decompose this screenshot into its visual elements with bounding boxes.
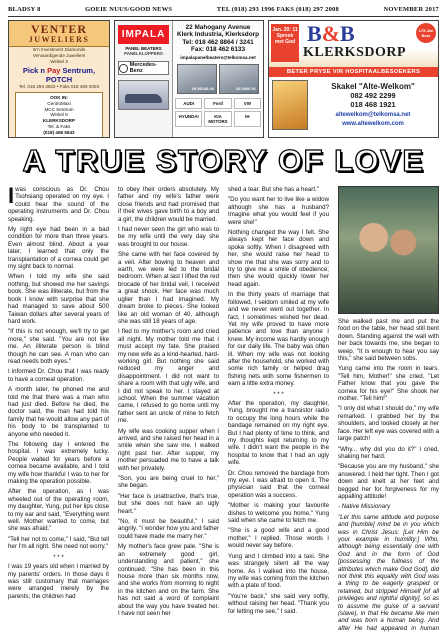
paragraph: Yung and I climbed into a taxi. She was strangely silent all the way home. As I walked into the house, my wife was coming from the kitchen with a plate of food.: [228, 552, 329, 590]
bb-tagline: BETER PRYSE VIR HOSPITAALBESOEKERS: [269, 67, 438, 77]
paragraph: I was 19 years old when I married by my parents' orders. In those days it was still customary that marriages were arranged merely by the parents; the children had: [8, 563, 109, 600]
couple-photo: [338, 186, 439, 314]
car-photo: [177, 64, 217, 94]
mercedes-star-icon: [119, 64, 128, 73]
impala-phone: Tel: 018 462 8864 / 3241: [182, 38, 254, 46]
venter-banner: [9, 21, 109, 47]
paragraph: Iwas conscious as Dr. Chou Tsohsiang operated on my eye. I could hear the sound of the operating instruments and Dr. Chou speaking.: [8, 186, 109, 223]
article-title-text: A TRUE STORY OF LOVE: [22, 143, 425, 178]
impala-photos: [175, 64, 261, 94]
bb-logo: [307, 23, 355, 45]
venter-box-line: Winkel 5: [50, 112, 68, 118]
bb-website[interactable]: www.altewelkom.com: [342, 121, 404, 127]
bb-verse-line: Jan. 20: 11: [272, 27, 298, 33]
paragraph: My wife was cooking supper when I arrived, and she raised her head in a smile when she saw me. I walked right past her. After supper, my mother persuaded me to have a talk with her privately.: [118, 427, 219, 472]
audi-logo: AUDI: [175, 98, 202, 109]
paragraph: In the thirty years of marriage that followed, I seldom smiled at my wife and we never went out together. In fact, I sometimes wished her dead. Yet my wife proved to have more patience and love than anyone I knew. My income was hardly enough for our daily life. The baby was often ill. When my wife was not looking after the household, she worked with some rich family or helped drag fishing nets with some fishermen to earn a little extra money.: [228, 291, 329, 388]
bb-verse-line: Spreek: [276, 33, 294, 39]
article-column-3: [228, 186, 329, 632]
brand-logos: [175, 98, 261, 127]
article-column-4: [338, 186, 439, 632]
article-column-2: [118, 186, 219, 632]
article-column-1: [8, 186, 109, 632]
paragraph: "No, it must be beautiful," I said angrily. "I wonder how you and father could have made me marry her.": [118, 518, 219, 540]
paragraph: I informed Dr. Chou that I was ready to have a corneal operation.: [8, 368, 109, 383]
paragraph: I fled to my mother's room and cried all night. My mother told me that I must accept my fate. She praised my new wife as a kind-hearted, hard-working girl. But nothing she said reduced my anger and disappointment. I did not want to share a room with that ugly wife, and I did not speak to her. I stayed at school. When the summer vacation came, I refused to go home until my father sent an uncle of mine to fetch me.: [118, 328, 219, 425]
bb-town: KLERKSDORP: [303, 45, 407, 60]
bb-klerksdorp-ad[interactable]: [268, 20, 439, 138]
paragraph: When I told my wife she said nothing, but showed me her savings book. She was illiterate, but from the book I know with surprise that she had managed to save about 500 Taiwan dollars after several years of hard work.: [8, 273, 109, 325]
venter-location: [9, 66, 109, 84]
paragraph: She came with her face covered by a veil. After bowing to heaven and earth, we were led to the bridal bedroom. When at last I lifted the red brocade of her bridal veil, I received a great shock. Her face was much uglier than I had imagined. My dream broke to pieces. She looked like an old woman of 40, although she was still 18 years of age.: [118, 251, 219, 325]
bb-verse-line: met God: [274, 39, 296, 45]
mercedes-label: Mercedes-Benz: [129, 62, 157, 74]
bb-phone[interactable]: 018 468 1921: [350, 100, 396, 109]
venter-ad[interactable]: [8, 20, 110, 138]
paragraph: shed a tear. But she has a heart.": [228, 186, 319, 193]
scripture-quote: "Let this same attitude and purpose and [humble] mind be in you which was in Christ Jesus: [Let Him be your example in humility:] Who, although being essentially one with God and in the form of God [possessing the fullness of the attributes which make God God], did not think this equality with God was a thing to be eagerly grasped or retained, but stripped Himself [of all privileges and rightful dignity], so as to assume the guise of a servant (slave), in that He became like men and was born a human being. And after He had appeared in human: [338, 513, 439, 632]
impala-address: 22 Mahogany Avenue: [185, 24, 251, 31]
venter-title: VENTER: [30, 21, 87, 36]
paragraph: to obey their orders absolutely. My father and my wife's father were close friends and had promised that if their wives gave birth to a boy and a girl, the children would be married.: [118, 186, 219, 223]
photo-plate: 28 0846 81: [235, 86, 256, 92]
bb-badge: 175 Jan Boer: [416, 23, 436, 43]
bb-header: [269, 21, 438, 67]
section-separator: * * *: [273, 390, 284, 398]
section-separator: * * *: [53, 553, 64, 561]
paragraph: "Tell her not to come," I said, "But tell her I'm all right. She need not worry.": [8, 535, 109, 551]
impala-left-panel: [115, 21, 173, 137]
publication-name: GOEIE NUUS/GOOD NEWS: [85, 6, 173, 13]
paragraph: "Why... why did you do it?" I cried, shaking her hard.: [338, 445, 439, 460]
venter-line: Vervaardigende Juweliers: [32, 53, 86, 58]
bb-email[interactable]: altewelkom@telkomsa.net: [335, 112, 411, 118]
source-credit: - Native Missionary: [338, 503, 391, 511]
paragraph: The following day I entered the hospital. I was extremely lucky. People waited for years before a cornea became available, and I told my wife how thankful I was to her for making the operation possible.: [8, 441, 109, 486]
paragraph: "Her face is unattractive, that's true, but she does not have an ugly heart.": [118, 492, 219, 515]
venter-box-line: CentroMaxi: [47, 100, 71, 106]
car-photo: [219, 64, 259, 94]
page-number: BLADSY 8: [8, 6, 41, 13]
issue-date: NOVEMBER 2017: [383, 6, 439, 13]
vw-logo: VW: [234, 98, 261, 109]
photo-plate: 29 56148 40: [191, 86, 214, 92]
venter-brand-part: Pick n: [22, 66, 46, 75]
paragraph: My right eye had been in a bad condition for more than three years. Even almost blind. About a year later, I learned that only the transplantation of a cornea could get my sight back to normal.: [8, 226, 109, 271]
venter-box-line: KLERKSDORP: [42, 118, 76, 124]
impala-email[interactable]: impalapanelbeaters@telkomsa.net: [180, 54, 256, 60]
paragraph: She walked past me and put the food on the table, her head still bent down. Standing against the wall with her back towards me, she began to weep. "It is enough to hear you say this," she said between sobs.: [338, 318, 439, 363]
article-body: [8, 186, 439, 632]
venter-box-line: MCC Sentrum: [44, 106, 74, 112]
venter-tel: Tel. 018 294 3932 • Faks 018 469 0003: [18, 84, 100, 89]
paragraph: "I only did what I should do," my wife remarked. I grabbed her by the shoulders, and looked closely at her face. Her left eye was covered with a large patch!: [338, 405, 439, 443]
impala-right-panel: [173, 21, 263, 137]
venter-brand-part: Sentrum, POTCH: [45, 66, 96, 84]
bb-logo-part: B: [340, 21, 355, 46]
paragraph: Dr. Chou removed the bandage from my eye. I was afraid to open it. The physician said that the corneal operation was a success.: [228, 469, 329, 499]
venter-line: Winkel 3: [50, 59, 68, 64]
header-rule: [8, 16, 439, 17]
impala-address: Klerk Industria, Klerksdorp: [176, 31, 260, 39]
ih-logo: IH: [234, 111, 261, 127]
paragraph: "She is a good wife and a good mother," I replied. Those words I would never say before.: [228, 527, 329, 550]
bb-phone[interactable]: 082 492 2299: [350, 91, 396, 100]
impala-sub: PANEL BEATERS: [125, 46, 162, 51]
hyundai-logo: HYUNDAI: [175, 111, 202, 127]
bb-logo-part: B: [307, 21, 322, 46]
venter-branch-box: [15, 92, 103, 138]
venter-brand-part: Pay: [47, 66, 61, 75]
ford-logo: Ford: [204, 98, 231, 109]
impala-ad[interactable]: [114, 20, 264, 138]
venter-box-title: OOK IN:: [50, 95, 68, 100]
impala-logo: IMPALA: [118, 25, 169, 44]
impala-sub: PANELKLOPPERS: [124, 51, 163, 56]
paragraph: My mother's face grew pale. "She is an extremely good girl, understanding and patient," she continued. "She has been in this house more than six months now, and she works from morning to night in the kitchen and on the farm. She has not said a word of complaint about the way you have treated her. I have not seen her: [118, 543, 219, 617]
paragraph: Nothing changed the way I felt. She always kept her face down and spoke softly. When I disagreed with her, she would raise her head to show me that she was sorry and to try to give me a smile of obedience; then she would quickly lower her head again.: [228, 229, 329, 288]
page-header: [8, 6, 439, 16]
bb-body: [269, 77, 438, 133]
paragraph: "You're back," she said very softly, without raising her head. "Thank you for letting me see," I said.: [228, 592, 329, 615]
cars-image: [118, 80, 169, 110]
paragraph: A month later, he phoned me and told me that there was a man who had just died. Before he died, the doctor said, the man had told his family that he would allow any part of his body to be transplanted to anyone who needed it.: [8, 386, 109, 438]
bb-photo: [272, 80, 308, 130]
paragraph: "If this is not enough, we'll try to get more," she said. "You are not like me. An illiterate person is blind though he can see. A man who can read needs both eyes.": [8, 328, 109, 365]
paragraph: "Mother is making your favourite dishes to welcome you home," Yung said when she came to fetch me.: [228, 502, 329, 525]
bb-contact: [311, 80, 435, 130]
venter-line: Is'n Investment Diamonds: [32, 47, 86, 52]
paragraph: Yung came into the room in tears. "Tell him, Mother!" she cried. "Let Father know that you gave the cornea for his eye!" She shook her mother. "Tell him!": [338, 365, 439, 403]
paragraph: I had never seen the girl who was to be my wife until the very day she was brought to our house.: [118, 226, 219, 248]
venter-box-line: (018) 468 5943: [43, 129, 75, 135]
advert-strip: [8, 20, 439, 138]
paragraph: After the operation, as I was wheeled out of the operating room, my daughter, Yung, put her lips close to my ear and said, "Everything went well. Mother wanted to come, but she was afraid.": [8, 488, 109, 533]
kia-logo: KIA MOTORS: [204, 111, 231, 127]
mercedes-badge: [118, 61, 169, 75]
paragraph: "Do you want her to live like a widow although she has a husband? Imagine what you would feel if you were she!": [228, 196, 329, 226]
bb-name: Skakel "Alte-Welkom": [331, 82, 415, 91]
bb-verse-tag: [271, 24, 299, 62]
paragraph: After the operation, my daughter, Yung, brought me a transistor radio to occupy the long hours while the bandage remained on my right eye. But I had plenty of time to think, and my thoughts kept returning to my wife. I didn't want the people in the hospital to know that I had an ugly wife.: [228, 399, 329, 467]
bb-logo-part: &: [321, 21, 341, 46]
article-title: [8, 143, 439, 178]
paragraph: "Because you are my husband," she answered. I held her tight. Then I got down and knelt at her feet and begged her for forgiveness for my appalling attitude!: [338, 463, 439, 500]
venter-subtitle: JUWELIERS: [28, 34, 90, 44]
venter-box-line: Tel. & Faks: [47, 123, 71, 129]
contact-line: TEL (018) 293 1996 FAKS (018) 297 2008: [216, 6, 339, 13]
impala-fax: Fax: 018 462 6133: [190, 46, 245, 54]
paragraph: "Son, you are being cruel to her," she began.: [118, 475, 219, 490]
